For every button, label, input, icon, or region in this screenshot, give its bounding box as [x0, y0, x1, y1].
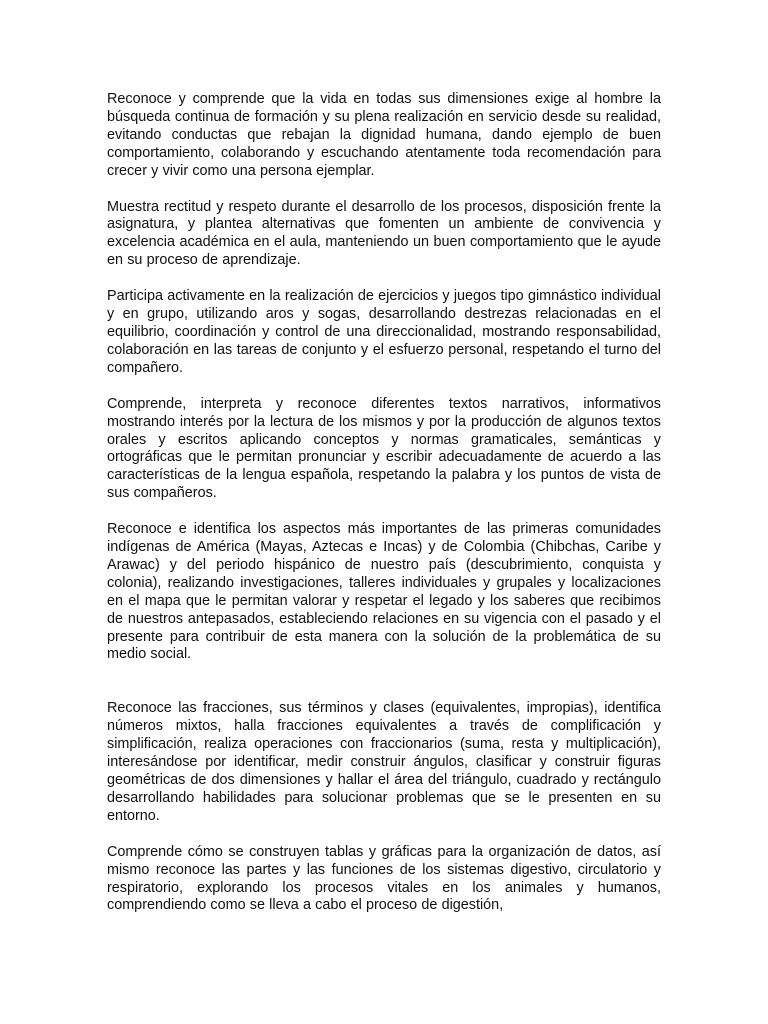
paragraph-spacer: [107, 378, 661, 396]
paragraph-language: Comprende, interpreta y reconoce diferentes textos narrativos, informativos mostrando interés por la lectura de los mismos y por la producción de algunos textos orales y escritos aplicando conceptos y normas gramaticales, semánticas y ortográficas que le permitan pronunciar y escribir adecuadamente de acuerdo a las características de la lengua española, respetando la palabra y los puntos de vista de sus compañeros.: [107, 395, 661, 502]
paragraph-spacer: [107, 664, 661, 700]
paragraph-respect: Muestra rectitud y respeto durante el desarrollo de los procesos, disposición frente la asignatura, y plantea alternativas que fomenten un ambiente de convivencia y excelencia académica en el aula, manteniendo un buen comportamiento que le ayude en su proceso de aprendizaje.: [107, 198, 661, 269]
paragraph-physical-education: Participa activamente en la realización de ejercicios y juegos tipo gimnástico individual y en grupo, utilizando aros y sogas, desarrollando destrezas relacionadas en el equilibrio, coordinación y control de una direccionalidad, mostrando responsabilidad, colaboración en las tareas de conjunto y el esfuerzo personal, respetando el turno del compañero.: [107, 288, 661, 376]
paragraph-spacer: [107, 181, 661, 199]
paragraph-mathematics: Reconoce las fracciones, sus términos y clases (equivalentes, impropias), identifica números mixtos, halla fracciones equivalentes a través de complificación y simplificación, realiza operaciones con fraccionarios (suma, resta y multiplicación), interesándose por identificar, medir construir ángulos, clasificar y construir figuras geométricas de dos dimensiones y hallar el área del triángulo, cuadrado y rectángulo desarrollando habilidades para solucionar problemas que se le presenten en su entorno.: [107, 700, 661, 824]
paragraph-spacer: [107, 826, 661, 844]
paragraph-behavior: Reconoce y comprende que la vida en todas sus dimensiones exige al hombre la búsqueda continua de formación y su plena realización en servicio desde su realidad, evitando conductas que rebajan la dignidad humana, dando ejemplo de buen comportamiento, colaborando y escuchando atentamente toda recomendación para crecer y vivir como una persona ejemplar.: [107, 91, 661, 179]
paragraph-spacer: [107, 503, 661, 521]
document-page: [107, 91, 661, 915]
paragraph-spacer: [107, 270, 661, 288]
paragraph-science: Comprende cómo se construyen tablas y gráficas para la organización de datos, así mismo reconoce las partes y las funciones de los sistemas digestivo, circulatorio y respiratorio, explorando los procesos vitales en los animales y humanos, comprendiendo como se lleva a cabo el proceso de digestión,: [107, 843, 661, 914]
paragraph-social-studies: Reconoce e identifica los aspectos más importantes de las primeras comunidades indígenas de América (Mayas, Aztecas e Incas) y de Colombia (Chibchas, Caribe y Arawac) y del periodo hispánico de nuestro país (descubrimiento, conquista y colonia), realizando investigaciones, talleres individuales y grupales y localizaciones en el mapa que le permitan valorar y respetar el legado y los saberes que recibimos de nuestros antepasados, estableciendo relaciones en su vigencia con el pasado y el presente para contribuir de esta manera con la solución de la problemática de su medio social.: [107, 521, 661, 663]
